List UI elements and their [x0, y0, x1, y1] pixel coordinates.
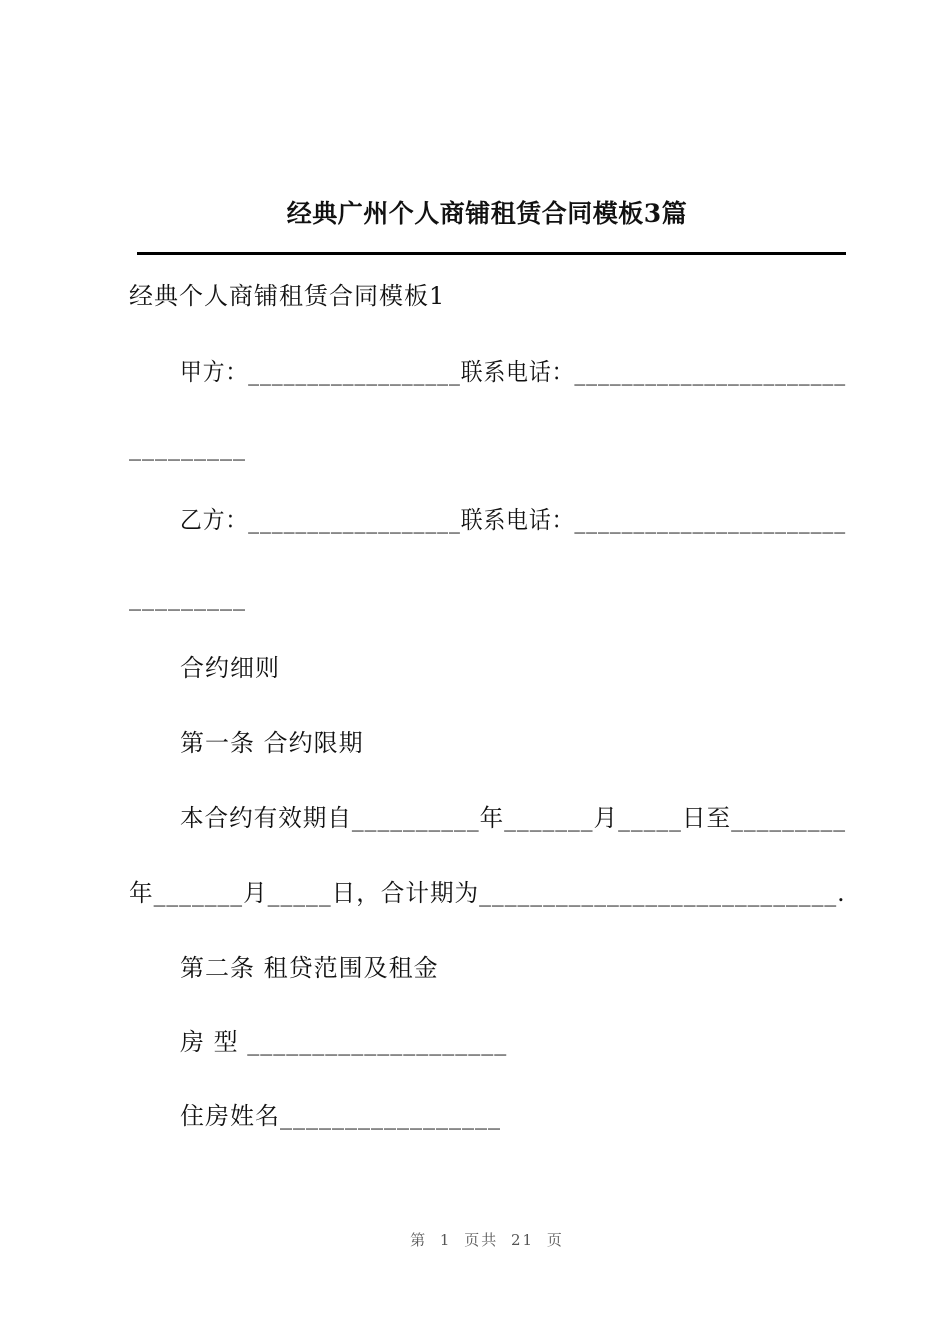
page-number-footer: 第 1 页共 21 页	[410, 1231, 564, 1249]
party-a-line: 甲方：__________________联系电话：_______________________	[180, 358, 846, 386]
party-b-line: 乙方：__________________联系电话：_______________________	[180, 506, 846, 534]
validity-continuation: 年_______月_____日，合计期为____________________________.	[129, 879, 846, 907]
party-a-continuation: _________	[129, 433, 246, 461]
occupant-name-line: 住房姓名_________________	[180, 1102, 501, 1130]
article-1-heading: 第一条 合约限期	[180, 729, 364, 757]
document-title: 经典广州个人商铺租赁合同模板3篇	[286, 199, 688, 228]
title-divider	[137, 252, 846, 255]
article-2-heading: 第二条 租贷范围及租金	[180, 954, 439, 982]
terms-heading: 合约细则	[180, 654, 280, 682]
section-heading: 经典个人商铺租赁合同模板1	[129, 282, 446, 310]
party-b-continuation: _________	[129, 583, 246, 611]
validity-line: 本合约有效期自__________年_______月_____日至_________	[180, 804, 846, 832]
room-type-line: 房 型 ____________________	[180, 1028, 508, 1056]
